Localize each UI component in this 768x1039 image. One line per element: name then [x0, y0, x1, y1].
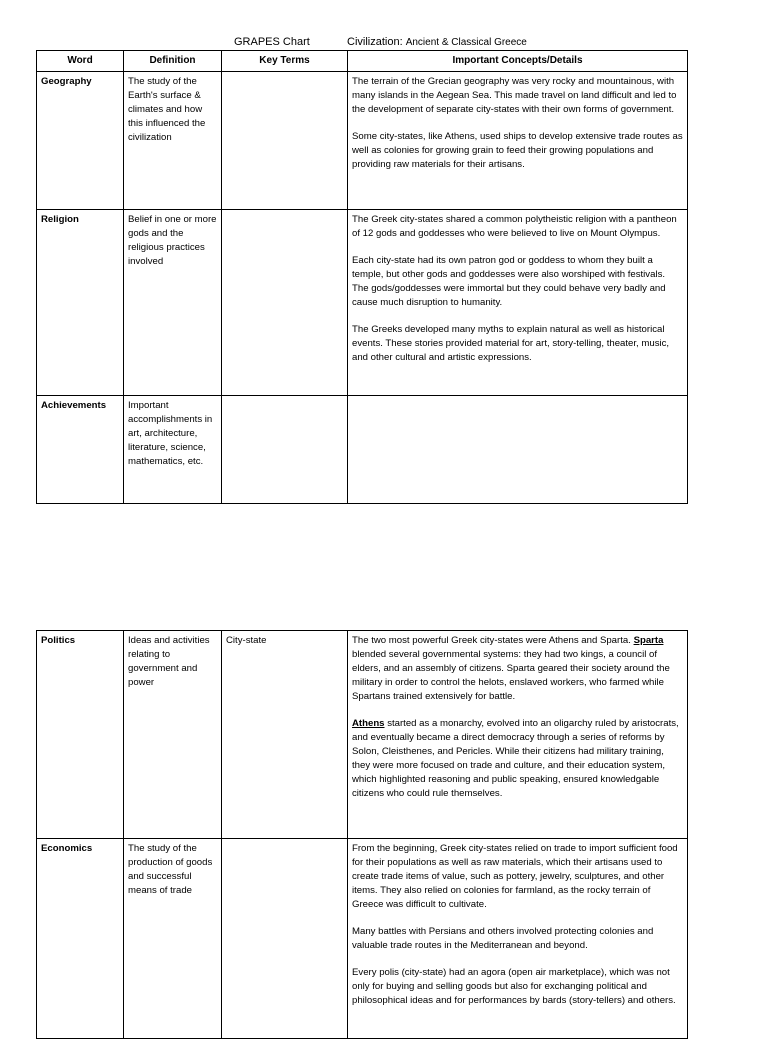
grapes-table-part-2 — [36, 630, 688, 1039]
details-paragraph: Many battles with Persians and others involved protecting colonies and valuable trade routes in the Mediterranean and beyond. — [352, 926, 654, 951]
column-header-word: Word — [37, 51, 124, 72]
details-paragraph — [352, 717, 683, 801]
details-cell — [348, 72, 688, 210]
details-paragraph: Every polis (city-state) had an agora (open air marketplace), which was not only for buying and selling goods but also for exchanging political and philosophical ideas and for performances by bards (story-tellers) and others. — [352, 967, 676, 1006]
row-religion — [37, 210, 688, 396]
row-geography — [37, 72, 688, 210]
word-cell: Geography — [37, 72, 124, 210]
key-terms-cell: City-state — [222, 631, 348, 839]
details-paragraph — [352, 634, 683, 704]
key-terms-cell — [222, 210, 348, 396]
column-header-key-terms: Key Terms — [222, 51, 348, 72]
word-cell: Economics — [37, 839, 124, 1039]
definition-cell: Belief in one or more gods and the religious practices involved — [124, 210, 222, 396]
definition-cell: Important accomplishments in art, architecture, literature, science, mathematics, etc. — [124, 396, 222, 504]
civilization-value: Ancient & Classical Greece — [405, 37, 527, 48]
details-paragraph: Some city-states, like Athens, used ships to develop extensive trade routes as well as colonies for growing grain to feed their growing populations and providing raw materials for their artisans. — [352, 131, 683, 170]
word-cell: Politics — [37, 631, 124, 839]
term-sparta: Sparta — [633, 635, 664, 646]
header-row — [37, 51, 688, 72]
column-header-details: Important Concepts/Details — [348, 51, 688, 72]
details-cell — [348, 839, 688, 1039]
details-text: The two most powerful Greek city-states were Athens and Sparta. — [352, 635, 631, 646]
grapes-table-part-1 — [36, 50, 688, 504]
details-text: started as a monarchy, evolved into an oligarchy ruled by aristocrats, and eventually became a direct democracy through a series of reforms by Solon, Cleisthenes, and Pericles. While their citizens had military training, they were more focused on trade and culture, and their education system, which highlighted reasoning and public speaking, ensured knowledgable citizens who could rule themselves. — [352, 718, 679, 799]
term-athens: Athens — [352, 718, 385, 729]
chart-title: GRAPES Chart — [234, 36, 310, 48]
definition-cell: Ideas and activities relating to government and power — [124, 631, 222, 839]
row-economics — [37, 839, 688, 1039]
word-cell: Achievements — [37, 396, 124, 504]
chart-header — [0, 34, 768, 50]
key-terms-cell — [222, 72, 348, 210]
row-politics — [37, 631, 688, 839]
details-text: blended several governmental systems: they had two kings, a council of elders, and an assembly of citizens. Sparta geared their society around the military in order to control the helots, enslaved workers, who farmed while Spartans trained extensively for battle. — [352, 649, 670, 702]
row-achievements — [37, 396, 688, 504]
details-paragraph: The Greek city-states shared a common polytheistic religion with a pantheon of 12 gods and goddesses who were believed to live on Mount Olympus. — [352, 214, 677, 239]
details-paragraph: Each city-state had its own patron god or goddess to whom they built a temple, but other gods and goddesses were also worshiped with festivals. The gods/goddesses were immortal but they could behave very badly and cause much disruption to humanity. — [352, 255, 666, 308]
details-paragraph: From the beginning, Greek city-states relied on trade to import sufficient food for their populations as well as raw materials, which their artisans used to create trade items of value, such as pottery, jewelry, sculptures, and other items. They also relied on colonies for farmland, as the rocky terrain of Greece was difficult to cultivate. — [352, 843, 678, 910]
column-header-definition: Definition — [124, 51, 222, 72]
definition-cell: The study of the production of goods and successful means of trade — [124, 839, 222, 1039]
civilization-heading — [347, 36, 527, 48]
civilization-label: Civilization: — [347, 36, 403, 48]
details-cell — [348, 210, 688, 396]
details-cell — [348, 396, 688, 504]
word-cell: Religion — [37, 210, 124, 396]
details-paragraph: The terrain of the Grecian geography was very rocky and mountainous, with many islands in the Aegean Sea. This made travel on land difficult and led to the development of separate city-states with their own forms of government. — [352, 76, 677, 115]
details-cell — [348, 631, 688, 839]
key-terms-cell — [222, 396, 348, 504]
definition-cell: The study of the Earth's surface & climates and how this influenced the civilization — [124, 72, 222, 210]
details-paragraph: The Greeks developed many myths to explain natural as well as historical events. These stories provided material for art, story-telling, theater, music, and other cultural and artistic expressions. — [352, 324, 670, 363]
key-terms-cell — [222, 839, 348, 1039]
